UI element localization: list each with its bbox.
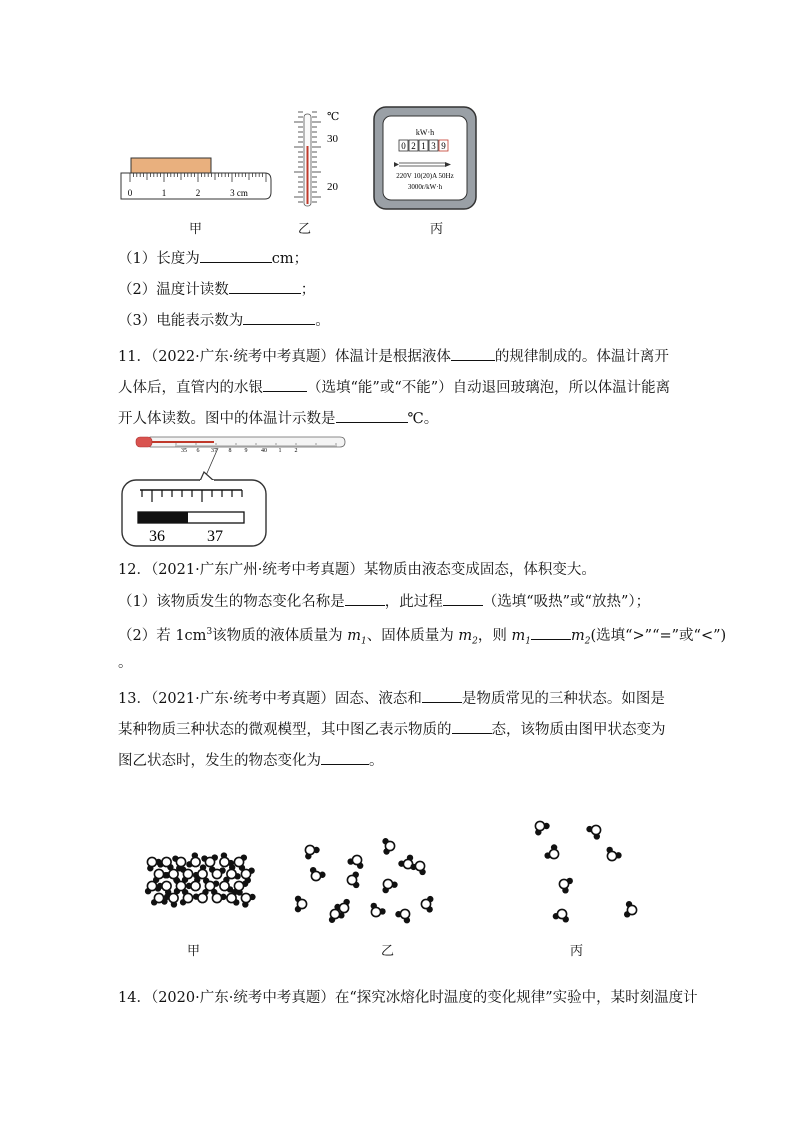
meter-digit: 9 [441,141,446,151]
molecule [383,879,392,888]
ruler-label: 1 [161,188,167,198]
ruler-label: 2 [195,188,201,198]
meter-unit: kW·h [415,128,435,137]
molecule [191,881,200,890]
thermometer-zoom-callout [122,472,266,546]
clinical-thermometer [136,437,345,480]
molecular-state-models [130,812,650,930]
molecule [176,857,185,866]
molecule [297,899,306,908]
molecule [198,869,207,878]
liquid-state-model [295,838,434,923]
molecule [191,857,200,866]
clinical-scale-label: 40 [261,448,267,454]
molecule [330,909,339,918]
molecule [549,849,558,858]
q10-subquestion-1: （1）长度为 cm； [118,248,308,269]
molecule [234,881,243,890]
clinical-scale-label: 1 [278,448,282,454]
molecule [627,905,636,914]
q10-subquestion-2: （2）温度计读数 ； [118,279,315,300]
molecule [183,869,192,878]
question-14: 14．（2020·广东·统考中考真题）在“探究冰熔化时温度的变化规律”实验中，某时刻温度计 [118,990,698,1006]
molecule [198,893,207,902]
clinical-scale-label: 6 [196,448,200,454]
solid-state-model [145,852,256,907]
zoom-label: 37 [207,528,223,545]
thermometer [294,111,339,206]
ruler-label: 0 [127,188,133,198]
figure-caption: 甲 [189,222,203,237]
molecule [162,857,171,866]
molecule [339,903,348,912]
molecule [147,857,156,866]
molecule [183,893,192,902]
molecule [371,907,380,916]
meter-digit: 0 [401,141,406,151]
molecule [385,841,394,850]
clinical-scale-label: 35 [181,448,187,454]
molecule [352,855,361,864]
molecule [154,869,163,878]
question-12: 12．（2021·广东广州·统考中考真题）某物质由液态变成固态，体积变大。 [118,562,596,578]
q10-subquestion-3: （3）电能表示数为 。 [118,310,330,331]
molecule [227,893,236,902]
molecule [311,871,320,880]
molecule [162,881,171,890]
molecule [415,861,424,870]
meter-rate: 3000r/kW·h [407,183,443,191]
molecule [220,881,229,890]
meter-digit: 3 [431,141,436,151]
q12-subquestion-1: （1）该物质发生的物态变化名称是 ，此过程 （选填“吸热”或“放热”）； [118,591,650,612]
meter-spec: 220V 10(20)A 50Hz [396,172,454,180]
molecule [535,821,544,830]
thermo-label: 30 [327,133,338,145]
question-13: 13．（2021·广东·统考中考真题）固态、液态和 是物质常见的三种状态。如图是某种物质三种状态的微观模型，其中图乙表示物质的 态，该物质由图甲状态变为图乙状态时，发生的物态变化为 。 [118,684,678,777]
molecule [169,869,178,878]
molecule [400,909,409,918]
clinical-thermometer-figure [118,432,358,550]
molecule [154,893,163,902]
meter-digit: 2 [411,141,416,151]
molecule [220,857,229,866]
clinical-scale-label: 8 [228,448,232,454]
molecule [421,899,430,908]
molecule [147,881,156,890]
molecule [212,893,221,902]
figure-caption: 丙 [430,222,444,237]
measuring-instruments-figure [115,104,485,214]
molecule [557,909,566,918]
figure-caption: 甲 [187,944,201,959]
figure-caption: 丙 [570,944,584,959]
thermo-label: 20 [327,181,338,193]
meter-digit: 1 [421,141,426,151]
ruler-label: 3 cm [230,188,248,198]
celsius-unit: ℃ [327,111,340,123]
figure-caption: 乙 [298,222,312,237]
molecule [347,875,356,884]
clinical-scale-label: 37 [211,448,217,454]
molecule [241,869,250,878]
clinical-scale-label: 9 [244,448,248,454]
molecule [591,825,600,834]
molecule [234,857,243,866]
figure-caption: 乙 [381,944,395,959]
molecule [212,869,221,878]
molecule [169,893,178,902]
electric-meter [374,107,476,209]
clinical-scale-label: 2 [294,448,298,454]
question-11: 11．（2022·广东·统考中考真题）体温计是根据液体 的规律制成的。体温计离开人体后，直管内的水银 （选填“能”或“不能”）自动退回玻璃泡，所以体温计能离开人体读数。图中的体温计示数是 ℃。 [118,342,678,435]
gas-state-model [535,821,636,922]
molecule [205,857,214,866]
molecule [241,893,250,902]
q12-end-mark: 。 [118,655,133,671]
ruler [121,158,271,199]
wood-block [131,158,211,173]
molecule [305,845,314,854]
q12-subquestion-2: （2）若 $1cm^3$该物质的液体质量为 $m_1$、固体质量为 $m_2$，则 $m_1$ $m_2$(选填“>”“=”或“<”) [118,622,726,652]
molecule [607,851,616,860]
molecule [559,879,568,888]
zoom-label: 36 [149,528,165,545]
